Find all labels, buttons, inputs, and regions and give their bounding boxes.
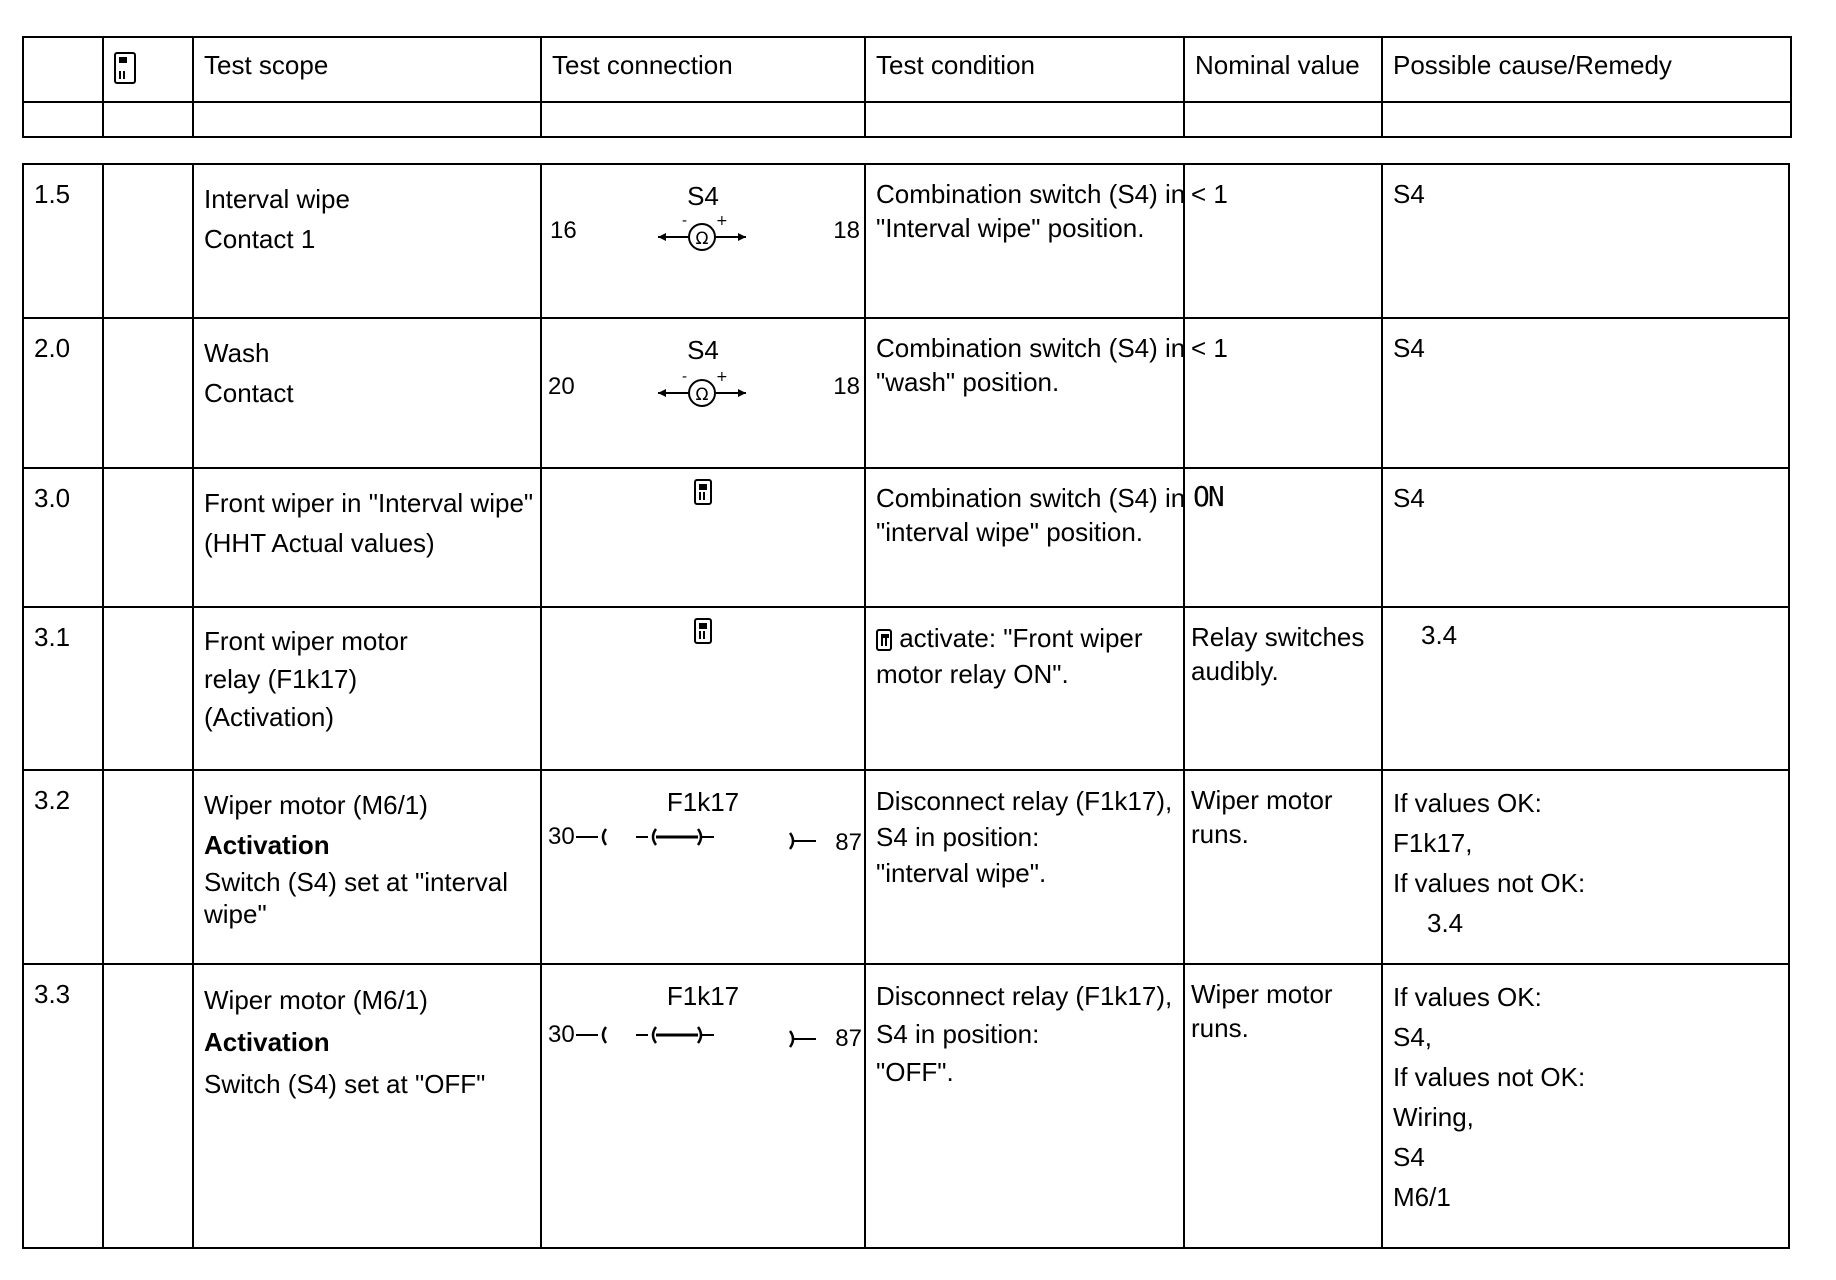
scope-line: Wiper motor (M6/1)	[204, 985, 428, 1015]
table-row	[23, 468, 1789, 607]
svg-text:Ω: Ω	[695, 385, 709, 405]
header-table	[22, 36, 1792, 138]
test-scope-text	[204, 622, 408, 736]
step-number: 3.1	[34, 622, 71, 652]
condition-line: "OFF".	[876, 1057, 954, 1087]
header-blank-cell	[865, 102, 1184, 137]
scope-line: Switch (S4) set at "OFF"	[204, 1069, 486, 1099]
scope-line: Contact	[204, 378, 294, 408]
header-label: Test condition	[876, 50, 1035, 80]
scope-line: Interval wipe	[204, 184, 350, 214]
test-scope-text	[204, 333, 294, 413]
svg-text:+: +	[716, 369, 728, 385]
test-condition-text	[876, 977, 1172, 1091]
scope-line-bold: Activation	[204, 830, 330, 860]
test-condition-cell	[865, 770, 1184, 964]
table-row	[23, 164, 1789, 318]
relay-contact-symbol-icon	[576, 821, 820, 855]
step-number-cell	[23, 164, 103, 318]
step-number: 3.2	[34, 785, 71, 815]
condition-line: "interval wipe".	[876, 858, 1047, 888]
hht-cell	[103, 964, 193, 1248]
scope-line: (HHT Actual values)	[204, 528, 435, 558]
handheld-tester-icon	[876, 629, 892, 651]
header-test-connection	[541, 37, 865, 102]
test-condition-text	[876, 481, 1185, 549]
remedy-cell	[1382, 607, 1789, 770]
header-step-cell	[23, 37, 103, 102]
nominal-line: Relay switches	[1191, 622, 1365, 652]
header-label: Test connection	[552, 50, 733, 80]
condition-line: Combination switch (S4) in	[876, 333, 1186, 363]
test-scope-cell	[193, 770, 541, 964]
step-number-cell	[23, 770, 103, 964]
nominal-line: Wiper motor	[1191, 979, 1333, 1009]
nominal-value: < 1	[1191, 333, 1228, 363]
step-number: 1.5	[34, 179, 71, 209]
remedy-line: M6/1	[1393, 1182, 1451, 1212]
remedy-line: S4	[1393, 1142, 1425, 1172]
condition-line: motor relay ON".	[876, 659, 1069, 689]
remedy-text: S4	[1393, 333, 1425, 363]
test-connection-cell	[541, 164, 865, 318]
relay-contact-symbol-icon	[576, 1019, 820, 1053]
remedy-line: Wiring,	[1393, 1102, 1474, 1132]
condition-line: "Interval wipe" position.	[876, 213, 1145, 243]
scope-line: Switch (S4) set at "interval	[204, 867, 509, 897]
scope-line: Wash	[204, 338, 270, 368]
test-steps-table	[22, 163, 1790, 1249]
pin-left: 20	[548, 373, 575, 400]
step-number-cell	[23, 318, 103, 468]
pin-right: 87	[835, 829, 862, 856]
test-scope-cell	[193, 318, 541, 468]
handheld-tester-icon	[694, 479, 712, 505]
remedy-text	[1393, 783, 1585, 943]
svg-text:-: -	[682, 369, 688, 385]
nominal-line: Wiper motor	[1191, 785, 1333, 815]
step-number-cell	[23, 964, 103, 1248]
header-blank-cell	[1184, 102, 1382, 137]
test-connection-cell	[541, 318, 865, 468]
header-nominal-value	[1184, 37, 1382, 102]
condition-line: "wash" position.	[876, 367, 1060, 397]
remedy-line: If values OK:	[1393, 982, 1542, 1012]
remedy-line: F1k17,	[1393, 828, 1473, 858]
table-row	[23, 770, 1789, 964]
hht-cell	[103, 468, 193, 607]
condition-line-text: activate: "Front wiper	[892, 623, 1143, 653]
test-condition-text	[876, 620, 1143, 692]
step-number-cell	[23, 607, 103, 770]
hht-cell	[103, 607, 193, 770]
step-number: 3.0	[34, 483, 71, 513]
nominal-line: audibly.	[1191, 656, 1279, 686]
remedy-text: 3.4	[1421, 620, 1458, 650]
nominal-value-cell	[1184, 468, 1382, 607]
remedy-line: If values not OK:	[1393, 868, 1586, 898]
remedy-text: S4	[1393, 483, 1425, 513]
nominal-value	[1191, 977, 1333, 1045]
test-condition-cell	[865, 164, 1184, 318]
pin-right: 87	[835, 1025, 862, 1052]
condition-line: S4 in position:	[876, 822, 1040, 852]
step-number: 2.0	[34, 333, 71, 363]
header-blank-cell	[193, 102, 541, 137]
condition-line: Disconnect relay (F1k17),	[876, 786, 1173, 816]
handheld-tester-icon	[694, 618, 712, 644]
pin-right: 18	[833, 373, 860, 400]
test-condition-text	[876, 783, 1172, 891]
test-scope-text	[204, 979, 485, 1105]
test-scope-cell	[193, 607, 541, 770]
scope-line: Contact 1	[204, 224, 316, 254]
svg-text:-: -	[682, 213, 688, 229]
test-scope-text	[204, 483, 533, 563]
scope-line: Front wiper in "Interval wipe"	[204, 488, 534, 518]
test-connection-cell	[541, 607, 865, 770]
component-label: S4	[687, 181, 719, 211]
nominal-line: runs.	[1191, 1013, 1249, 1043]
remedy-cell	[1382, 318, 1789, 468]
condition-line: Combination switch (S4) in	[876, 483, 1186, 513]
pin-right: 18	[833, 217, 860, 244]
header-test-condition	[865, 37, 1184, 102]
table-row	[23, 318, 1789, 468]
pin-left: 30	[548, 823, 575, 850]
test-condition-text	[876, 331, 1185, 399]
condition-line: "interval wipe" position.	[876, 517, 1144, 547]
nominal-value-cell	[1184, 318, 1382, 468]
remedy-cell	[1382, 164, 1789, 318]
condition-line: Combination switch (S4) in	[876, 179, 1186, 209]
remedy-text	[1393, 977, 1585, 1217]
test-scope-cell	[193, 468, 541, 607]
header-possible-cause	[1382, 37, 1791, 102]
test-scope-text	[204, 785, 508, 929]
condition-line: Disconnect relay (F1k17),	[876, 981, 1173, 1011]
test-scope-text	[204, 179, 350, 259]
test-connection-cell	[541, 964, 865, 1248]
test-scope-cell	[193, 964, 541, 1248]
condition-line: S4 in position:	[876, 1019, 1040, 1049]
remedy-cell	[1382, 964, 1789, 1248]
component-label: F1k17	[666, 981, 740, 1011]
nominal-value-cell	[1184, 964, 1382, 1248]
ohmmeter-symbol-icon	[656, 213, 748, 253]
scope-line: (Activation)	[204, 702, 335, 732]
condition-line	[876, 620, 1143, 656]
remedy-line: If values not OK:	[1393, 1062, 1586, 1092]
header-blank-cell	[541, 102, 865, 137]
test-connection-cell	[541, 468, 865, 607]
scope-line: relay (F1k17)	[204, 664, 358, 694]
hht-cell	[103, 164, 193, 318]
svg-text:Ω: Ω	[695, 229, 709, 249]
header-label: Test scope	[204, 50, 329, 80]
ohmmeter-symbol-icon	[656, 369, 748, 409]
nominal-value-cell	[1184, 770, 1382, 964]
test-scope-cell	[193, 164, 541, 318]
remedy-line: S4,	[1393, 1022, 1433, 1052]
component-label: F1k17	[666, 787, 740, 817]
step-number: 3.3	[34, 979, 71, 1009]
nominal-value	[1191, 783, 1333, 851]
header-label: Nominal value	[1195, 50, 1360, 80]
header-test-scope	[193, 37, 541, 102]
test-connection-cell	[541, 770, 865, 964]
nominal-line: runs.	[1191, 819, 1249, 849]
hht-cell	[103, 318, 193, 468]
component-label: S4	[687, 335, 719, 365]
pin-left: 30	[548, 1021, 575, 1048]
scope-line: Front wiper motor	[204, 626, 408, 656]
test-condition-cell	[865, 318, 1184, 468]
header-hht-cell	[103, 37, 193, 102]
scope-line-bold: Activation	[204, 1027, 330, 1057]
remedy-text: S4	[1393, 179, 1425, 209]
remedy-cell	[1382, 468, 1789, 607]
test-condition-cell	[865, 468, 1184, 607]
test-condition-cell	[865, 964, 1184, 1248]
table-row	[23, 607, 1789, 770]
hht-cell	[103, 770, 193, 964]
table-row	[23, 964, 1789, 1248]
header-blank-cell	[23, 102, 103, 137]
svg-text:+: +	[716, 213, 728, 229]
header-blank-cell	[1382, 102, 1791, 137]
nominal-value: < 1	[1191, 179, 1228, 209]
scope-line: wipe"	[204, 899, 267, 929]
header-label: Possible cause/Remedy	[1393, 50, 1672, 80]
step-number-cell	[23, 468, 103, 607]
handheld-tester-icon	[114, 52, 136, 84]
nominal-value-cell	[1184, 164, 1382, 318]
remedy-line: 3.4	[1427, 908, 1464, 938]
on-display-icon: ON	[1193, 480, 1223, 513]
remedy-cell	[1382, 770, 1789, 964]
pin-left: 16	[550, 217, 577, 244]
test-condition-cell	[865, 607, 1184, 770]
header-blank-cell	[103, 102, 193, 137]
nominal-value	[1191, 620, 1364, 688]
test-condition-text	[876, 177, 1185, 245]
nominal-value-cell	[1184, 607, 1382, 770]
scope-line: Wiper motor (M6/1)	[204, 790, 428, 820]
remedy-line: If values OK:	[1393, 788, 1542, 818]
